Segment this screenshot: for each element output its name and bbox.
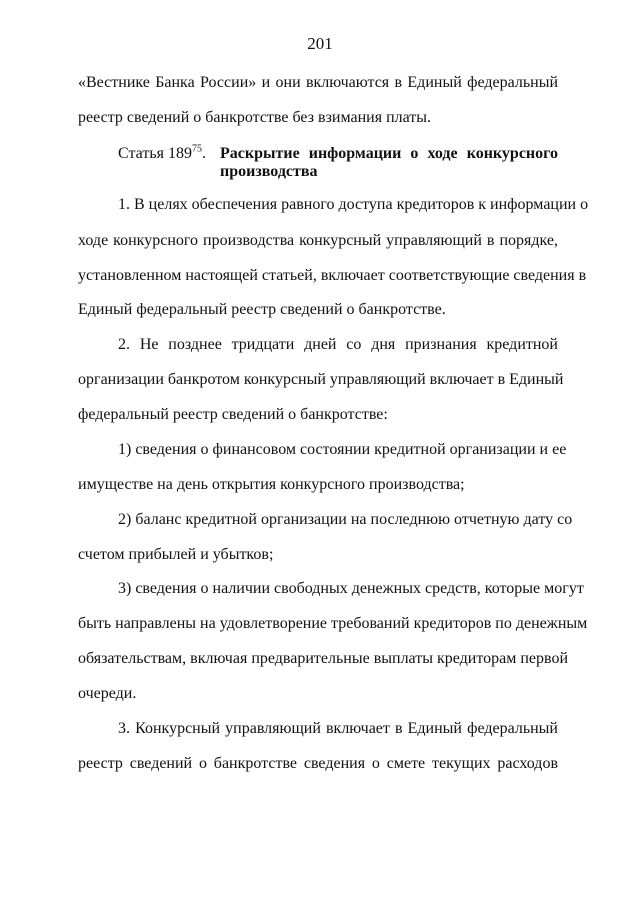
paragraph-line: реестр сведений о банкротстве сведения о смете текущих расходов <box>78 755 558 772</box>
paragraph-line: счетом прибылей и убытков; <box>78 546 274 563</box>
paragraph-line: очереди. <box>78 685 137 702</box>
paragraph-line: 3) сведения о наличии свободных денежных средств, которые могут <box>118 580 584 597</box>
article-title-line: Раскрытие информации о ходе конкурсного <box>220 145 558 162</box>
paragraph-line: имуществе на день открытия конкурсного производства; <box>78 476 465 493</box>
paragraph-line: быть направлены на удовлетворение требований кредиторов по денежным <box>78 615 588 632</box>
article-number <box>118 144 206 164</box>
paragraph-line: 2. Не позднее тридцати дней со дня признания кредитной <box>118 336 558 353</box>
paragraph-line: установленном настоящей статьей, включает соответствующие сведения в <box>78 267 587 284</box>
page-number: 201 <box>307 34 333 53</box>
paragraph-line: обязательствам, включая предварительные выплаты кредиторам первой <box>78 650 569 667</box>
article-label-text: Статья 189 <box>118 145 192 162</box>
article-label-superscript: 75 <box>191 143 202 155</box>
paragraph-line: ходе конкурсного производства конкурсный управляющий в порядке, <box>78 232 558 249</box>
article-title-line: производства <box>220 163 318 180</box>
paragraph-line: организации банкротом конкурсный управляющий включает в Единый <box>78 371 564 388</box>
intro-line: реестр сведений о банкротстве без взимания платы. <box>78 109 432 126</box>
paragraph-line: 2) баланс кредитной организации на последнюю отчетную дату со <box>118 511 573 528</box>
paragraph-line: 1. В целях обеспечения равного доступа кредиторов к информации о <box>118 196 589 213</box>
paragraph-line: Единый федеральный реестр сведений о банкротстве. <box>78 301 446 318</box>
paragraph-line: 1) сведения о финансовом состоянии кредитной организации и ее <box>118 441 567 458</box>
intro-line: «Вестнике Банка России» и они включаются в Единый федеральный <box>78 74 558 91</box>
paragraph-line: федеральный реестр сведений о банкротстве: <box>78 406 388 423</box>
article-label-suffix: . <box>201 145 206 162</box>
paragraph-line: 3. Конкурсный управляющий включает в Единый федеральный <box>118 720 558 737</box>
